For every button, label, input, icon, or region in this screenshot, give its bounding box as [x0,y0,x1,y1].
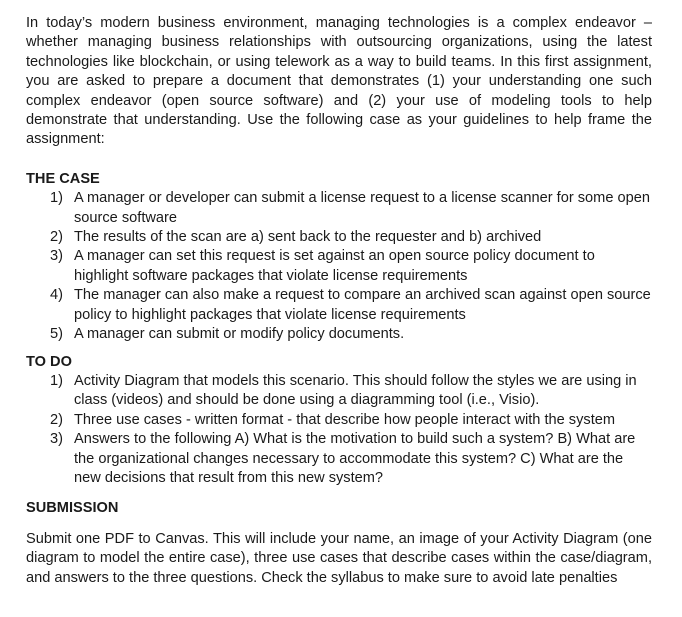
item-number: 2) [50,411,63,428]
case-list [26,189,652,344]
submission-paragraph: Submit one PDF to Canvas. This will include your name, an image of your Activity Diagram (one diagram to model the entire case), three use cases that describe cases within the case/diagram, and answers to the three questions. Check the syllabus to make sure to avoid late penalties [26,530,652,586]
item-number: 5) [50,326,63,343]
submission-heading: SUBMISSION [26,500,119,517]
intro-paragraph: In today’s modern business environment, managing technologies is a complex endeavor – whether managing business relationships with outsourcing organizations, using the latest technologies like blockchain, or using telework as a way to build teams. In this first assignment, you are asked to prepare a document that demonstrates (1) your understanding one such complex endeavor (open source software) and (2) your use of modeling tools to help demonstrate that understanding. Use the following case as your guidelines to help frame the assignment: [26,15,652,148]
list-item [26,372,652,411]
item-number: 3) [50,248,63,265]
item-number: 1) [50,190,63,207]
assignment-document [26,14,652,588]
item-number: 4) [50,287,63,304]
todo-list [26,372,652,488]
list-item [26,430,652,488]
item-text: Three use cases - written format - that describe how people interact with the system [74,411,616,428]
item-number: 3) [50,431,63,448]
item-text: Answers to the following A) What is the motivation to build such a system? B) What are the organizational changes necessary to accommodate this system? C) What are the new decisions that result from this new system? [74,431,636,486]
item-text: The results of the scan are a) sent back to the requester and b) archived [74,229,542,246]
list-item [26,189,652,228]
list-item [26,411,652,430]
list-item [26,247,652,286]
item-text: Activity Diagram that models this scenario. This should follow the styles we are using in class (videos) and should be done using a diagramming tool (i.e., Visio). [74,372,637,409]
item-text: A manager or developer can submit a license request to a license scanner for some open source software [74,190,650,226]
case-heading: THE CASE [26,170,100,187]
todo-heading: TO DO [26,353,72,370]
list-item [26,325,652,344]
item-text: A manager can submit or modify policy documents. [74,326,405,343]
item-text: A manager can set this request is set against an open source policy document to highlight software packages that violate license requirements [74,248,595,284]
item-number: 1) [50,372,63,389]
list-item [26,286,652,325]
item-text: The manager can also make a request to compare an archived scan against open source policy to highlight packages that violate license requirements [74,287,651,323]
list-item [26,228,652,247]
item-number: 2) [50,229,63,246]
